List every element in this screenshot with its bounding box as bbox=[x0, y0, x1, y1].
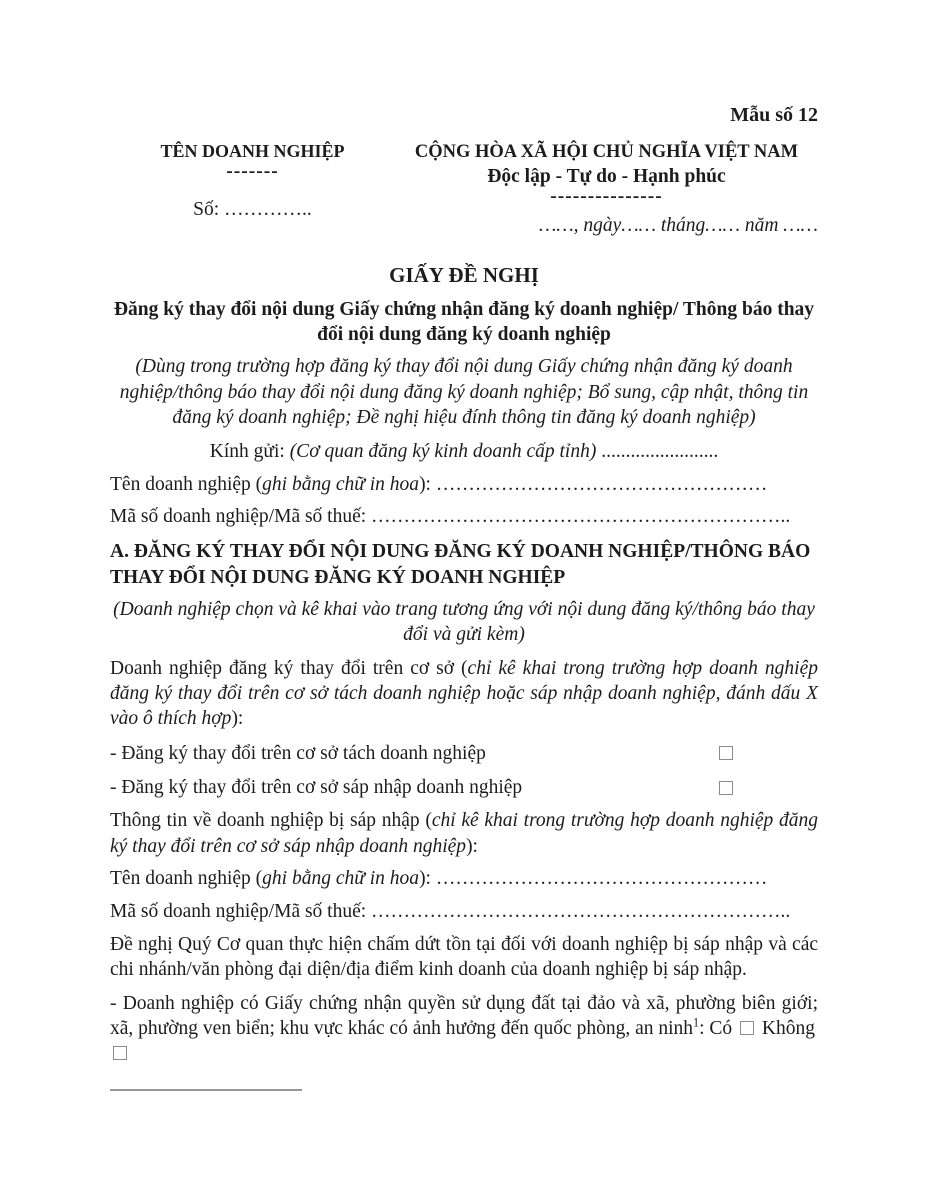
document-title: GIẤY ĐỀ NGHỊ bbox=[389, 263, 539, 288]
footnote-ref: 1 bbox=[693, 1015, 700, 1030]
change-basis-paragraph: Doanh nghiệp đăng ký thay đổi trên cơ sở (chỉ kê khai trong trường hợp doanh nghiệp đăng ký thay đổi trên cơ sở tách doanh nghiệp hoặc sáp nhập doanh nghiệp, đánh dấu X vào ô thích hợp): bbox=[110, 657, 818, 730]
footnote-divider bbox=[110, 1089, 302, 1091]
national-title: CỘNG HÒA XÃ HỘI CHỦ NGHĨA VIỆT NAM bbox=[414, 142, 799, 162]
merge-checkbox[interactable] bbox=[719, 781, 733, 795]
land-no-label: Không bbox=[761, 1017, 815, 1039]
org-divider: ------- bbox=[226, 161, 279, 183]
motto-divider: --------------- bbox=[550, 186, 663, 208]
company-name-field: Tên doanh nghiệp (ghi bằng chữ in hoa): …………………………………………… bbox=[110, 473, 768, 495]
document-subtitle: Đăng ký thay đổi nội dung Giấy chứng nhận đăng ký doanh nghiệp/ Thông báo thay đổi nội dung đăng ký doanh nghiệp bbox=[113, 298, 815, 345]
letterhead bbox=[110, 140, 818, 238]
org-block bbox=[110, 140, 395, 238]
national-block bbox=[395, 140, 818, 238]
termination-request-paragraph: Đề nghị Quý Cơ quan thực hiện chấm dứt tồn tại đối với doanh nghiệp bị sáp nhập và các chi nhánh/văn phòng đại diện/địa điểm kinh doanh của doanh nghiệp bị sáp nhập. bbox=[110, 933, 818, 981]
land-no-checkbox[interactable] bbox=[113, 1046, 127, 1060]
date-place-line: ……, ngày…… tháng…… năm …… bbox=[539, 214, 818, 236]
national-motto: Độc lập - Tự do - Hạnh phúc bbox=[487, 166, 726, 188]
tax-code-field: Mã số doanh nghiệp/Mã số thuế: ……………………………………………………….. bbox=[110, 506, 791, 528]
land-certificate-paragraph bbox=[110, 991, 818, 1067]
doc-number-line: Số: ………….. bbox=[193, 198, 312, 220]
form-number: Mẫu số 12 bbox=[730, 104, 818, 126]
split-checkbox[interactable] bbox=[719, 746, 733, 760]
option-row-split bbox=[110, 741, 818, 766]
recipient-dots-field: ........................ bbox=[596, 441, 719, 463]
org-name: TÊN DOANH NGHIỆP bbox=[160, 141, 345, 161]
option-split-label: - Đăng ký thay đổi trên cơ sở tách doanh nghiệp bbox=[110, 742, 486, 764]
recipient-target: (Cơ quan đăng ký kinh doanh cấp tỉnh) bbox=[289, 441, 597, 463]
section-a-note: (Doanh nghiệp chọn và kê khai vào trang tương ứng với nội dung đăng ký/thông báo thay đổi và gửi kèm) bbox=[113, 599, 815, 646]
option-merge-label: - Đăng ký thay đổi trên cơ sở sáp nhập doanh nghiệp bbox=[110, 777, 523, 799]
land-yes-label: : Có bbox=[699, 1017, 733, 1039]
merged-tax-code-field: Mã số doanh nghiệp/Mã số thuế: ……………………………………………………….. bbox=[110, 900, 791, 922]
recipient-line bbox=[110, 439, 818, 464]
recipient-label: Kính gửi: bbox=[209, 441, 290, 463]
usage-note: (Dùng trong trường hợp đăng ký thay đổi nội dung Giấy chứng nhận đăng ký doanh nghiệp/thông báo thay đổi nội dung đăng ký doanh nghiệp; Bổ sung, cập nhật, thông tin đăng ký doanh nghiệp; Đề nghị hiệu đính thông tin đăng ký doanh nghiệp) bbox=[119, 356, 809, 428]
land-certificate-text: - Doanh nghiệp có Giấy chứng nhận quyền sử dụng đất tại đảo và xã, phường biên giới; xã, phường ven biển; khu vực khác có ảnh hưởng đến quốc phòng, an ninh bbox=[110, 992, 818, 1039]
land-yes-checkbox[interactable] bbox=[740, 1021, 754, 1035]
option-row-merge bbox=[110, 775, 818, 800]
merged-company-name-field: Tên doanh nghiệp (ghi bằng chữ in hoa): …………………………………………… bbox=[110, 868, 768, 890]
section-a-heading: A. ĐĂNG KÝ THAY ĐỔI NỘI DUNG ĐĂNG KÝ DOANH NGHIỆP/THÔNG BÁO THAY ĐỔI NỘI DUNG ĐĂNG KÝ DOANH NGHIỆP bbox=[110, 541, 811, 588]
merged-company-info-paragraph: Thông tin về doanh nghiệp bị sáp nhập (chỉ kê khai trong trường hợp doanh nghiệp đăng ký thay đổi trên cơ sở sáp nhập doanh nghiệp): bbox=[110, 810, 818, 857]
